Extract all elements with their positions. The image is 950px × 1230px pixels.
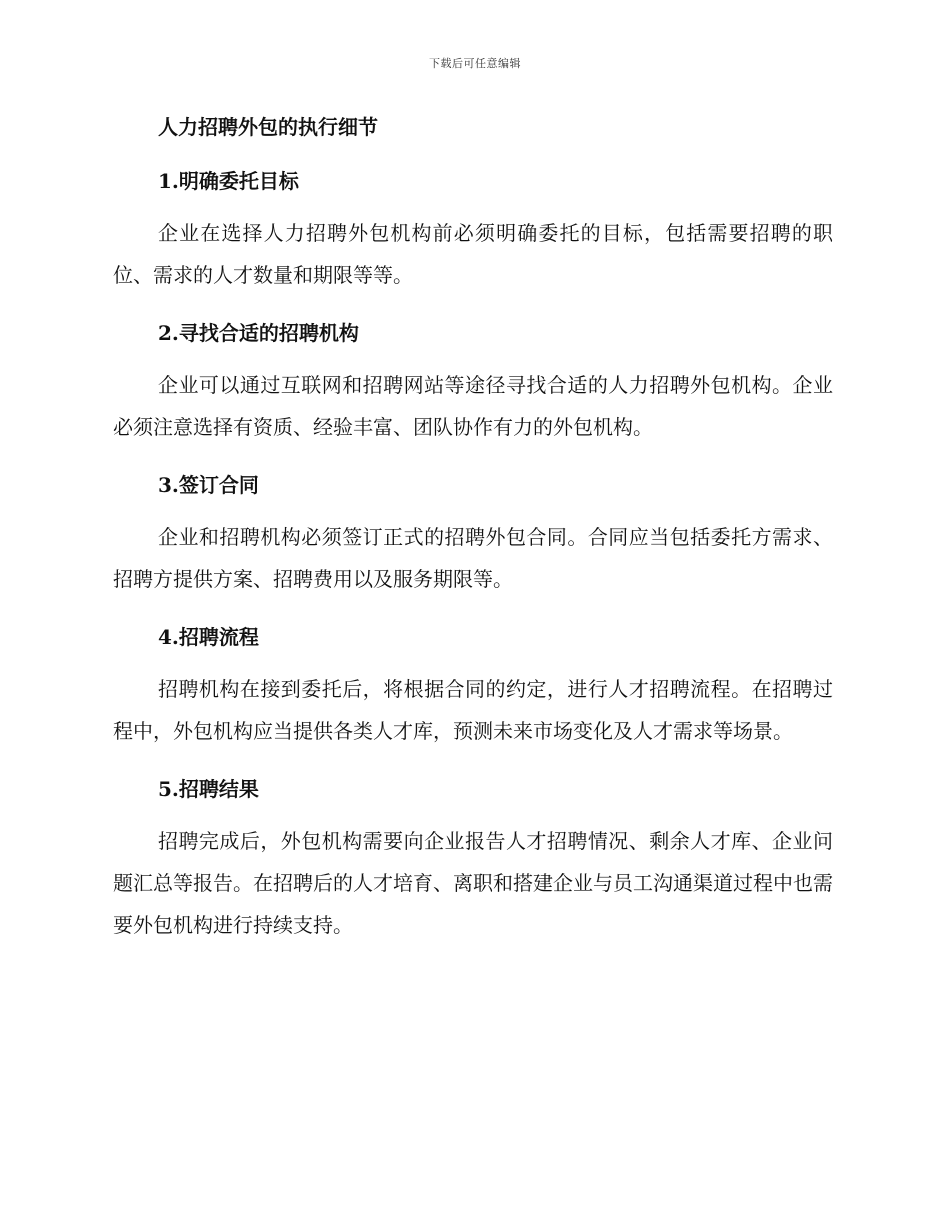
section-heading: 5.招聘结果 [158,777,259,801]
document-title: 人力招聘外包的执行细节 [158,115,378,139]
section-3 [113,468,833,600]
section-paragraph: 招聘机构在接到委托后，将根据合同的约定，进行人才招聘流程。在招聘过程中，外包机构应当提供各类人才库，预测未来市场变化及人才需求等场景。 [113,677,833,743]
document-body [113,110,833,946]
section-paragraph: 企业和招聘机构必须签订正式的招聘外包合同。合同应当包括委托方需求、招聘方提供方案、招聘费用以及服务期限等。 [113,525,833,591]
section-heading: 3.签订合同 [158,473,259,497]
section-heading: 1.明确委托目标 [158,169,299,193]
section-heading: 4.招聘流程 [158,625,259,649]
section-paragraph: 企业可以通过互联网和招聘网站等途径寻找合适的人力招聘外包机构。企业必须注意选择有资质、经验丰富、团队协作有力的外包机构。 [113,373,833,439]
section-5 [113,772,833,946]
section-paragraph: 招聘完成后，外包机构需要向企业报告人才招聘情况、剩余人才库、企业问题汇总等报告。在招聘后的人才培育、离职和搭建企业与员工沟通渠道过程中也需要外包机构进行持续支持。 [113,829,833,937]
section-2 [113,316,833,448]
section-4 [113,620,833,752]
section-heading: 2.寻找合适的招聘机构 [158,321,359,345]
page-header-note: 下载后可任意编辑 [429,57,521,70]
section-1 [113,164,833,296]
section-paragraph: 企业在选择人力招聘外包机构前必须明确委托的目标，包括需要招聘的职位、需求的人才数量和期限等等。 [113,221,833,287]
